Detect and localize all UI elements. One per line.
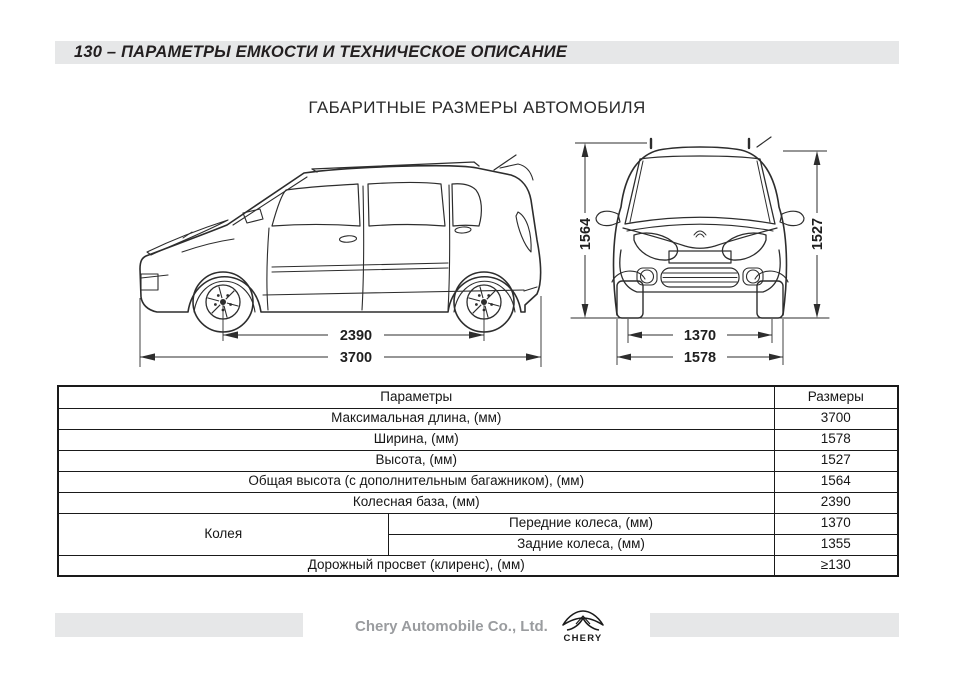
table-row xyxy=(58,450,898,471)
value-cell: 1564 xyxy=(774,471,898,492)
table-row xyxy=(58,429,898,450)
table-row-track-front xyxy=(58,513,898,534)
value-cell: ≥130 xyxy=(774,555,898,576)
value-cell: 1370 xyxy=(774,513,898,534)
table-row-clearance xyxy=(58,555,898,576)
table-header-row xyxy=(58,386,898,408)
front-track-label: 1370 xyxy=(683,328,717,344)
param-cell: Высота, (мм) xyxy=(58,450,774,471)
col-header-sizes: Размеры xyxy=(774,386,898,408)
param-cell: Передние колеса, (мм) xyxy=(388,513,774,534)
param-cell: Ширина, (мм) xyxy=(58,429,774,450)
param-cell: Максимальная длина, (мм) xyxy=(58,408,774,429)
dimension-height xyxy=(783,151,827,318)
footer-company-name: Chery Automobile Co., Ltd. xyxy=(355,617,548,635)
car-side-view-drawing xyxy=(120,140,560,375)
section-title: ГАБАРИТНЫЕ РАЗМЕРЫ АВТОМОБИЛЯ xyxy=(308,98,646,117)
param-cell: Общая высота (с дополнительным багажником), (мм) xyxy=(58,471,774,492)
width-label: 1578 xyxy=(683,350,717,366)
footer-left-bar xyxy=(55,613,303,637)
dimension-front-track xyxy=(628,319,772,344)
param-cell: Дорожный просвет (клиренс), (мм) xyxy=(58,555,774,576)
param-cell: Задние колеса, (мм) xyxy=(388,534,774,555)
page-header-bar xyxy=(55,41,899,64)
value-cell: 2390 xyxy=(774,492,898,513)
value-cell: 1355 xyxy=(774,534,898,555)
length-label: 3700 xyxy=(339,350,373,366)
value-cell: 1527 xyxy=(774,450,898,471)
table-row xyxy=(58,471,898,492)
param-cell: Колесная база, (мм) xyxy=(58,492,774,513)
wheelbase-label: 2390 xyxy=(339,328,373,344)
table-row xyxy=(58,492,898,513)
page-header-title: 130 – ПАРАМЕТРЫ ЕМКОСТИ И ТЕХНИЧЕСКОЕ ОПИСАНИЕ xyxy=(74,43,568,61)
footer-right-bar xyxy=(650,613,899,637)
car-front-view-drawing xyxy=(555,135,855,380)
chery-logo-text: CHERY xyxy=(563,633,603,644)
value-cell: 3700 xyxy=(774,408,898,429)
track-group-cell: Колея xyxy=(58,513,388,555)
dimensions-table xyxy=(57,385,899,577)
value-cell: 1578 xyxy=(774,429,898,450)
height-label: 1527 xyxy=(810,217,826,251)
footer xyxy=(355,609,615,643)
col-header-parameters: Параметры xyxy=(58,386,774,408)
chery-logo-icon xyxy=(554,608,612,644)
dimension-wheelbase xyxy=(223,304,484,344)
table-row xyxy=(58,408,898,429)
height-rack-label: 1564 xyxy=(578,217,594,251)
car-front-body xyxy=(571,137,829,318)
